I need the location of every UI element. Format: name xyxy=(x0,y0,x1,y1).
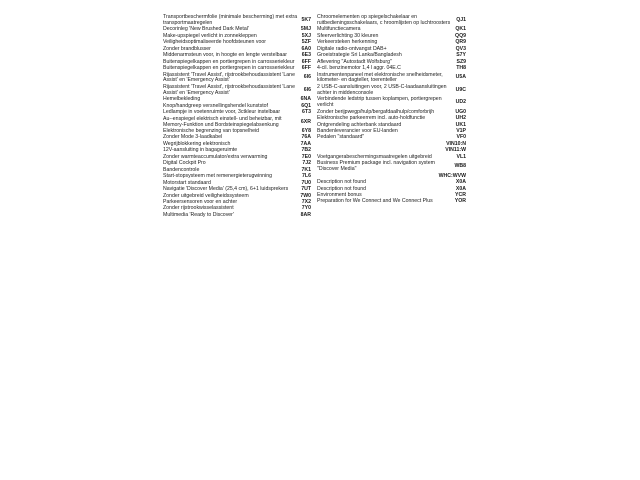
option-code: 6T3 xyxy=(302,109,311,116)
option-code: QR9 xyxy=(455,39,466,46)
option-description: Transportbeschermfolie (minimale bescherming) met extra transportmaatregelen xyxy=(163,14,298,26)
option-code: 7X2 xyxy=(301,198,311,205)
option-code: 6Y8 xyxy=(301,127,311,134)
option-code: 6XR xyxy=(300,118,311,125)
option-code: 6A0 xyxy=(301,45,311,52)
option-row xyxy=(163,213,311,219)
option-description: 12V-aansluiting in bagageruimte xyxy=(163,147,238,154)
option-row xyxy=(163,117,311,129)
option-description: Multimedia 'Ready to Discover' xyxy=(163,211,234,218)
option-code: 6I6 xyxy=(303,86,311,93)
option-description: Middenarmsteun voor, in hoogte en lengte verstelbaar xyxy=(163,52,288,59)
option-code: VIN11:W xyxy=(445,147,466,154)
option-code: 6I6 xyxy=(303,74,311,81)
option-description: Buitenspiegelkappen en portiergrepen in carrosseriekleur xyxy=(163,58,295,65)
option-description: Environment bonus xyxy=(317,191,362,198)
option-description: Navigatie 'Discover Media' (25,4 cm), 6+1 luidsprekers xyxy=(163,186,289,193)
option-code: 6NA xyxy=(300,96,311,103)
option-description: Digitale radio-ontvangst DAB+ xyxy=(317,45,387,52)
option-description: Decorinleg 'New Brushed Dark Metal' xyxy=(163,26,249,33)
option-row xyxy=(317,199,466,205)
left-options-column xyxy=(163,15,311,219)
option-description: Digital Cockpit Pro xyxy=(163,160,206,167)
option-description: Verkeersteken herkenning xyxy=(317,39,378,46)
option-code: S7Y xyxy=(456,52,466,59)
option-description: Verbindende ledstrip tussen koplampen, portiergrepen verlicht xyxy=(317,96,442,109)
option-description: Bandencontrole xyxy=(163,166,200,173)
option-code: 7AA xyxy=(300,140,311,147)
option-description: Buitenspiegelkappen en portiergrepen in carrosseriekleur xyxy=(163,65,295,72)
option-row xyxy=(317,85,466,97)
option-code: 7UT xyxy=(301,186,311,193)
option-code: 76A xyxy=(301,134,311,141)
option-code: UH2 xyxy=(455,115,466,122)
option-code: 5K7 xyxy=(301,16,311,23)
option-description: Description not found xyxy=(317,185,367,192)
option-code: 7J2 xyxy=(302,160,311,167)
option-description: Rijassistent 'Travel Assist', rijstrookbehoudassistent 'Lane Assist' en 'Emergency Assist' xyxy=(163,71,295,84)
option-code: V1P xyxy=(456,127,466,134)
option-code: WHC:WVW xyxy=(438,172,466,179)
option-code: UK1 xyxy=(455,121,466,128)
option-description: Zonder Mode 3-laadkabel xyxy=(163,134,223,141)
option-code: UG0 xyxy=(455,108,466,115)
option-code: WB8 xyxy=(454,163,466,170)
option-row xyxy=(317,161,466,173)
option-description: Parkeersensoren voor en achter xyxy=(163,198,238,205)
option-code: 6E3 xyxy=(301,52,311,59)
option-description: Description not found xyxy=(317,179,367,186)
option-code: X0A xyxy=(455,179,466,186)
option-code: 7W0 xyxy=(300,192,311,199)
option-code: U5A xyxy=(455,74,466,81)
option-code: VF0 xyxy=(456,134,466,141)
option-description: Au--enspiegel elektrisch einstell- und beheizbar, mit Memory-Funktion und Bordsteinspiegelabsenkung xyxy=(163,115,282,128)
option-description: Knop/handgreep versnellingshendel kunststof xyxy=(163,102,268,109)
option-row xyxy=(163,15,311,27)
option-description: 2 USB-C-aansluitingen voor, 2 USB-C-laadaansluitingen achter in middenconsole xyxy=(317,83,447,96)
option-description: Chroomelementen op spiegelschakelaar en ruitbedieningsschakelaars, c hroomlijsten op luchtroosters xyxy=(317,14,451,26)
option-description: Hemelbekleding xyxy=(163,96,201,103)
option-row xyxy=(163,73,311,85)
option-description: Ledlampje in voetenruimte voor, 3ctkleur instelbaar xyxy=(163,109,281,116)
option-description: Multifunctiecamera xyxy=(317,26,361,33)
option-description: Aflevering "Autostadt Wolfsburg" xyxy=(317,58,392,65)
option-code: 5ZF xyxy=(301,39,311,46)
option-description: Instrumentenpaneel met elektronische snelheidsmeter, kilometer- en dagteller, toerenteller xyxy=(317,71,443,84)
option-code: YCR xyxy=(455,191,466,198)
option-description: Sfeerverlichting 30 kleuren xyxy=(317,32,379,39)
option-description: Business Premium package incl. navigation system "Discover Media" xyxy=(317,160,435,173)
option-row xyxy=(317,142,466,148)
option-code: 5XJ xyxy=(301,32,311,39)
option-description: Veiligheidsoptimaliseerde hoofdsteunen voor xyxy=(163,39,266,46)
option-description: Groeistrategie Sri Lanka/Bangladesh xyxy=(317,52,402,59)
option-code: 7K1 xyxy=(301,166,311,173)
option-code: UD2 xyxy=(455,99,466,106)
option-description: Elektronische parkeerrem incl. auto-holdfunctie xyxy=(317,115,426,122)
option-description: Zonder uitgebreid veiligheidssysteem xyxy=(163,192,249,199)
option-row xyxy=(317,73,466,85)
option-code: 7E0 xyxy=(301,153,311,160)
option-code: 6FF xyxy=(301,58,311,65)
option-row xyxy=(163,85,311,97)
option-description: Zonder warmteaccumulator/extra verwarming xyxy=(163,153,268,160)
option-code: 7Y0 xyxy=(301,205,311,212)
option-description: Preparation for We Connect and We Connect Plus xyxy=(317,198,433,205)
option-description: 4-cil. benzinemotor 1,4 l aggr. 04E.C xyxy=(317,65,401,72)
right-options-column xyxy=(317,15,466,206)
option-code: U9C xyxy=(455,86,466,93)
option-code: QK1 xyxy=(455,26,466,33)
option-code: 6Q1 xyxy=(301,102,311,109)
option-code: YOR xyxy=(454,198,466,205)
option-description: Zonder berijpwegp/hulp/bergafdaalhulp/comforbrijh xyxy=(317,108,435,115)
option-description: Zonder brandblusser xyxy=(163,45,211,52)
option-code: 7U0 xyxy=(301,179,311,186)
option-description: Ontgrendeling achterbank standaard xyxy=(317,121,402,128)
option-code: 8AR xyxy=(300,211,311,218)
option-description: Bandenleverancier voor EU-landen xyxy=(317,127,398,134)
option-description: Elektronische begrenzing van topsnelheid xyxy=(163,127,260,134)
option-description: Rijassistent 'Travel Assist', rijstrookbehoudassistent 'Lane Assist' en 'Emergency Assist' xyxy=(163,83,295,96)
option-code: QQ9 xyxy=(455,32,466,39)
option-code: TH8 xyxy=(456,65,466,72)
option-code: SZ9 xyxy=(456,58,466,65)
option-description: Start-stopsysteem met remenergieterugwinning xyxy=(163,173,272,180)
option-description: Pedalen "standaard" xyxy=(317,134,365,141)
option-code: VIN10:N xyxy=(446,140,466,147)
option-description: Zonder rijstrookwisselassistent xyxy=(163,205,234,212)
option-code: QV3 xyxy=(455,45,466,52)
option-description: Motorstart standaard xyxy=(163,179,211,186)
option-code: 6FF xyxy=(301,65,311,72)
option-code: 7B2 xyxy=(301,147,311,154)
option-code: VL1 xyxy=(456,153,466,160)
option-description: Wegrijblokkering elektronisch xyxy=(163,140,231,147)
option-code: 5MJ xyxy=(300,26,311,33)
option-code: 7L6 xyxy=(302,173,311,180)
option-row xyxy=(317,135,466,141)
option-description: Make-upspiegel verlicht in zonnekleppen xyxy=(163,32,257,39)
option-row xyxy=(317,15,466,27)
option-code: QJ1 xyxy=(456,16,466,23)
option-row xyxy=(317,97,466,109)
option-code: X0A xyxy=(455,185,466,192)
option-description: Voetgangerabeschermingsmaatregelen uitgebreid xyxy=(317,153,432,160)
